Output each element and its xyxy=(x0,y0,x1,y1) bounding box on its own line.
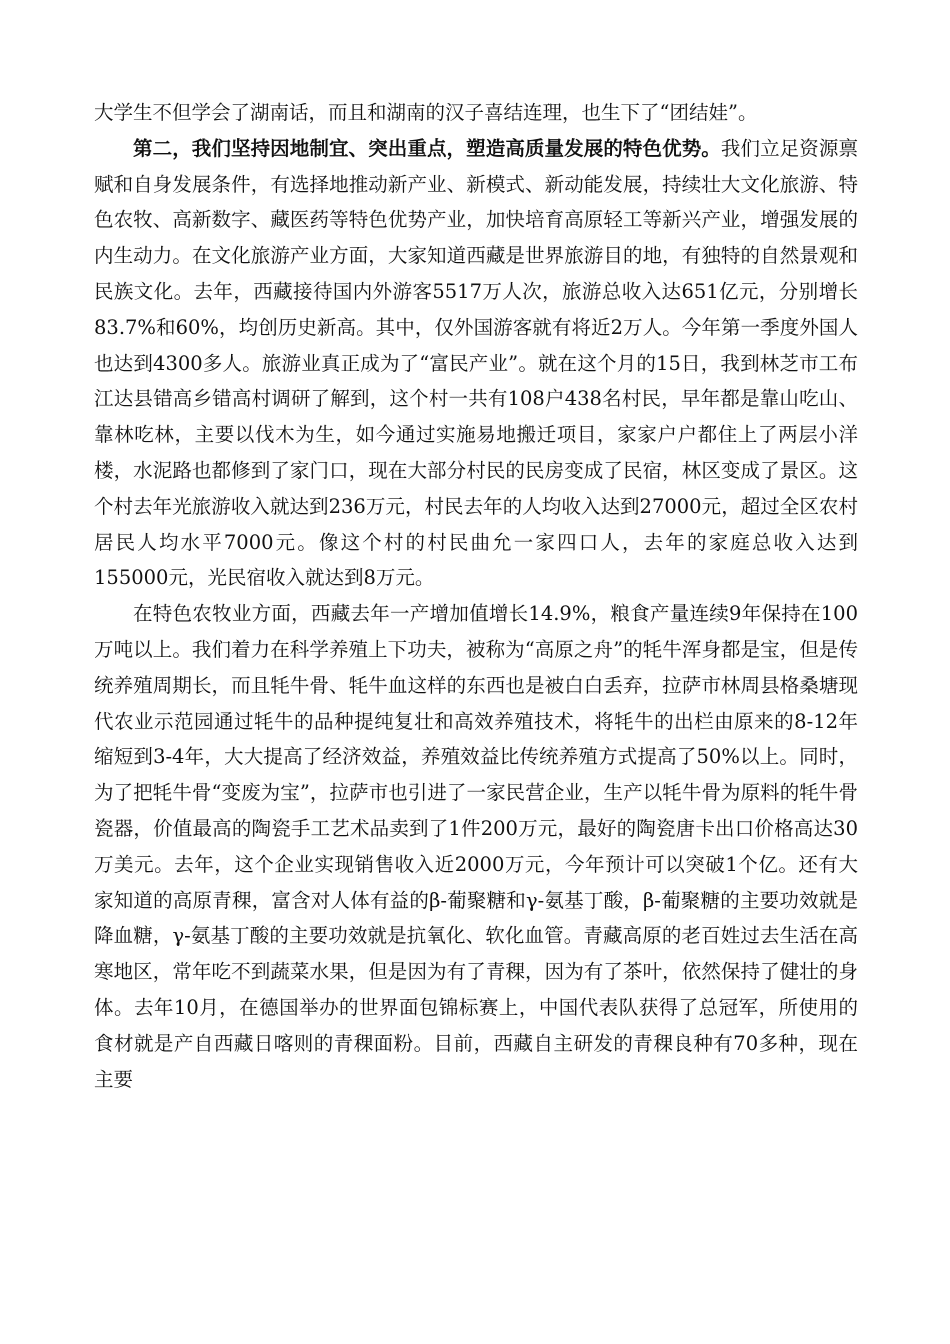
paragraph-2 xyxy=(94,131,858,596)
paragraph-2-text: 我们立足资源禀赋和自身发展条件，有选择地推动新产业、新模式、新动能发展，持续壮大文化旅游、特色农牧、高新数字、藏医药等特色优势产业，加快培育高原轻工等新兴产业，增强发展的内生动力。在文化旅游产业方面，大家知道西藏是世界旅游目的地，有独特的自然景观和民族文化。去年，西藏接待国内外游客5517万人次，旅游总收入达651亿元，分别增长83.7%和60%，均创历史新高。其中，仅外国游客就有将近2万人。今年第一季度外国人也达到4300多人。旅游业真正成为了“富民产业”。就在这个月的15日，我到林芝市工布江达县错高乡错高村调研了解到，这个村一共有108户438名村民，早年都是靠山吃山、靠林吃林，主要以伐木为生，如今通过实施易地搬迁项目，家家户户都住上了两层小洋楼，水泥路也都修到了家门口，现在大部分村民的民房变成了民宿，林区变成了景区。这个村去年光旅游收入就达到236万元，村民去年的人均收入达到27000元，超过全区农村居民人均水平7000元。像这个村的村民曲允一家四口人，去年的家庭总收入达到155000元，光民宿收入就达到8万元。 xyxy=(94,136,858,590)
document-page xyxy=(94,95,858,1097)
paragraph-1-text: 大学生不但学会了湖南话，而且和湖南的汉子喜结连理，也生下了“团结娃”。 xyxy=(94,101,758,124)
paragraph-3-text: 在特色农牧业方面，西藏去年一产增加值增长14.9%，粮食产量连续9年保持在100万吨以上。我们着力在科学养殖上下功夫，被称为“高原之舟”的牦牛浑身都是宝，但是传统养殖周期长，而且牦牛骨、牦牛血这样的东西也是被白白丢弃，拉萨市林周县格桑塘现代农业示范园通过牦牛的品种提纯复壮和高效养殖技术，将牦牛的出栏由原来的8-12年缩短到3-4年，大大提高了经济效益，养殖效益比传统养殖方式提高了50%以上。同时，为了把牦牛骨“变废为宝”，拉萨市也引进了一家民营企业，生产以牦牛骨为原料的牦牛骨瓷器，价值最高的陶瓷手工艺术品卖到了1件200万元，最好的陶瓷唐卡出口价格高达30万美元。去年，这个企业实现销售收入近2000万元，今年预计可以突破1个亿。还有大家知道的高原青稞，富含对人体有益的β-葡聚糖和γ-氨基丁酸，β-葡聚糖的主要功效就是降血糖，γ-氨基丁酸的主要功效就是抗氧化、软化血管。青藏高原的老百姓过去生活在高寒地区，常年吃不到蔬菜水果，但是因为有了青稞，因为有了茶叶，依然保持了健壮的身体。去年10月，在德国举办的世界面包锦标赛上，中国代表队获得了总冠军，所使用的食材就是产自西藏日喀则的青稞面粉。目前，西藏自主研发的青稞良种有70多种，现在主要 xyxy=(94,602,858,1091)
paragraph-3 xyxy=(94,596,858,1097)
paragraph-2-bold-lead: 第二，我们坚持因地制宜、突出重点，塑造高质量发展的特色优势。 xyxy=(133,136,721,160)
paragraph-1 xyxy=(94,95,858,131)
